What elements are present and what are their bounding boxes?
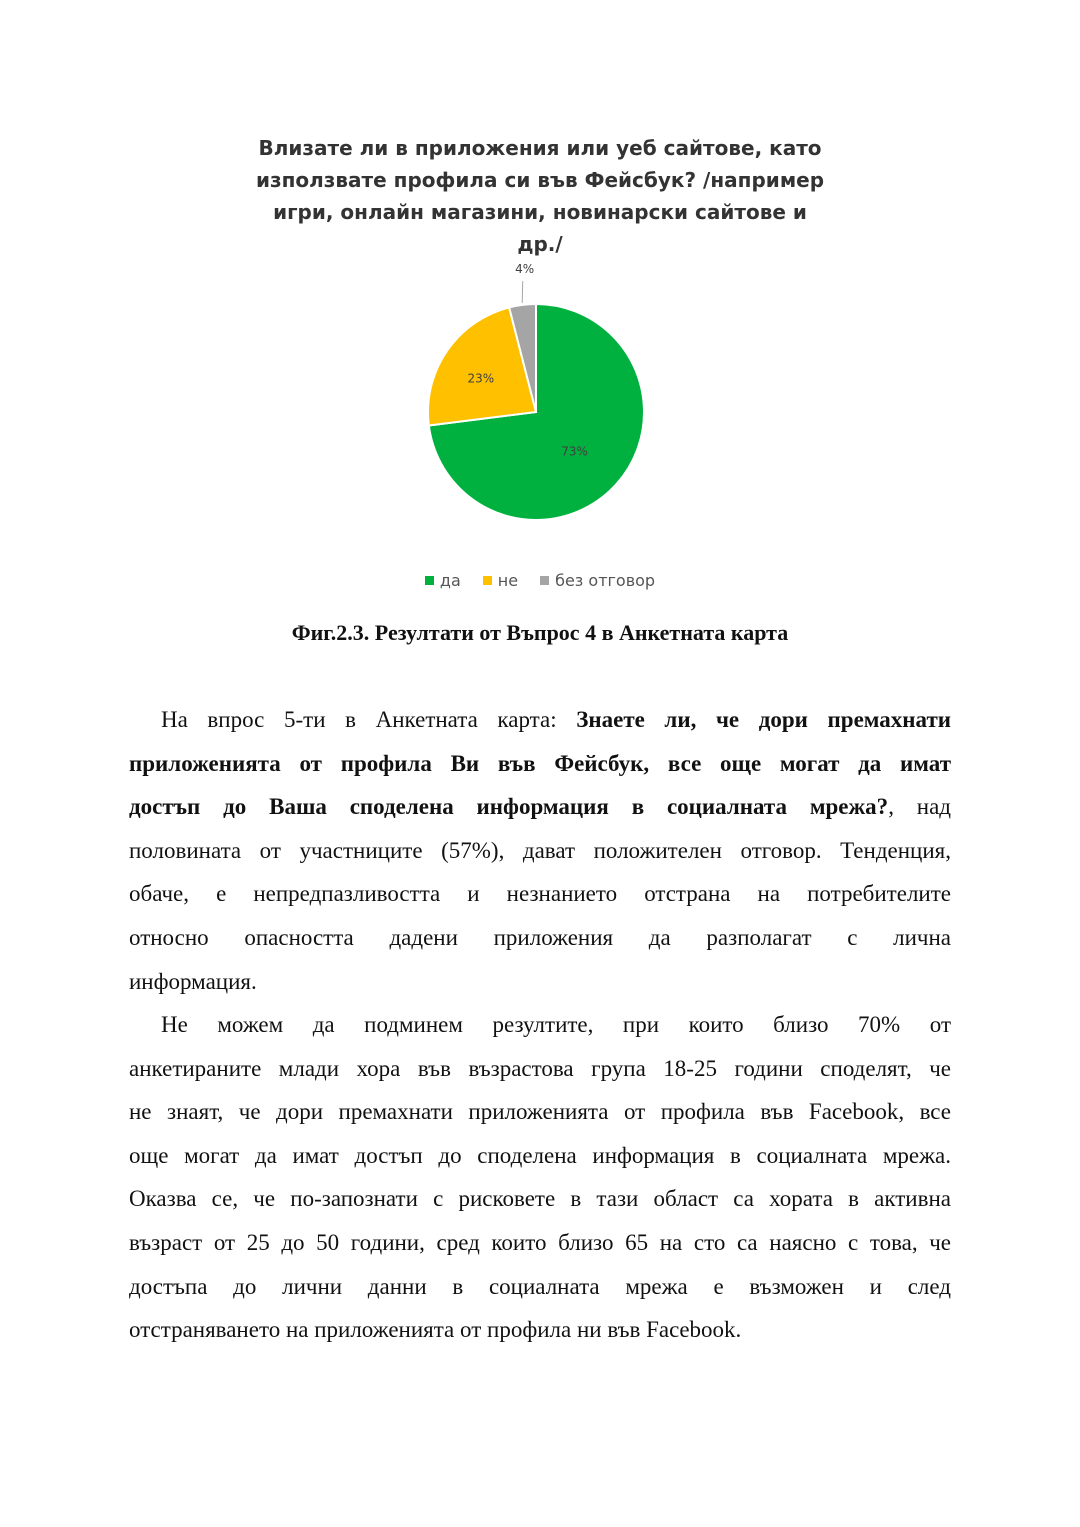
text-line: информация. — [129, 968, 257, 994]
legend-swatch — [425, 576, 434, 585]
text-line: анкетираните млади хора във възрастова група 18-25 години споделят, че — [129, 1055, 951, 1081]
pie-chart — [400, 262, 680, 530]
pie-data-label-1: 23% — [467, 371, 495, 386]
text-line: достъп до Ваша споделена информация в социалната мрежа?, над — [129, 794, 951, 820]
text-line: не знаят, че дори премахнати приложенията от профила във Facebook, все — [129, 1099, 951, 1125]
text-line: половината от участниците (57%), дават положителен отговор. Тенденция, — [129, 837, 951, 863]
text-line: На впрос 5-ти в Анкетната карта: Знаете ли, че дори премахнати — [161, 707, 951, 732]
chart-legend — [0, 571, 1080, 590]
paragraph-1 — [129, 698, 951, 1003]
legend-label: да — [439, 571, 461, 590]
pie-data-label-0: 73% — [561, 444, 588, 459]
chart-title-line: Влизате ли в приложения или уеб сайтове, като — [258, 136, 822, 160]
text-line: възраст от 25 до 50 години, сред които близо 65 на сто са наясно с това, че — [129, 1229, 951, 1255]
chart-title-line: игри, онлайн магазини, новинарски сайтове и — [273, 200, 807, 224]
figure-caption: Фиг.2.3. Резултати от Въпрос 4 в Анкетната карта — [291, 620, 789, 645]
legend-item-bez-otgovor — [540, 571, 655, 590]
text-line: приложенията от профила Ви във Фейсбук, все още могат да имат — [129, 750, 951, 776]
text-line: отстраняването на приложенията от профила ни във Facebook. — [129, 1317, 742, 1343]
legend-label: не — [497, 571, 519, 590]
legend-swatch — [540, 576, 549, 585]
text-line: Не можем да подминем резултите, при които близо 70% от — [161, 1012, 951, 1037]
chart-title-line: др./ — [517, 232, 563, 256]
paragraph-2 — [129, 1003, 951, 1352]
text-line: достъпа до лични данни в социалната мрежа е възможен и след — [129, 1273, 951, 1299]
chart-title — [0, 132, 1080, 260]
legend-item-ne — [483, 571, 518, 590]
pie-data-label-2: 4% — [515, 262, 535, 277]
legend-item-da — [425, 571, 461, 590]
legend-label: без отговор — [555, 571, 656, 590]
text-line: още могат да имат достъп до споделена информация в социалната мрежа. — [129, 1142, 951, 1168]
text-line: обаче, е непредпазливостта и незнанието отстрана на потребителите — [129, 881, 951, 907]
legend-swatch — [483, 576, 492, 585]
chart-title-line: използвате профила си във Фейсбук? /например — [255, 168, 825, 192]
text-line: относно опасността дадени приложения да разполагат с лична — [129, 924, 951, 950]
text-line: Оказва се, че по-запознати с рисковете в тази област са хората в активна — [129, 1186, 951, 1212]
